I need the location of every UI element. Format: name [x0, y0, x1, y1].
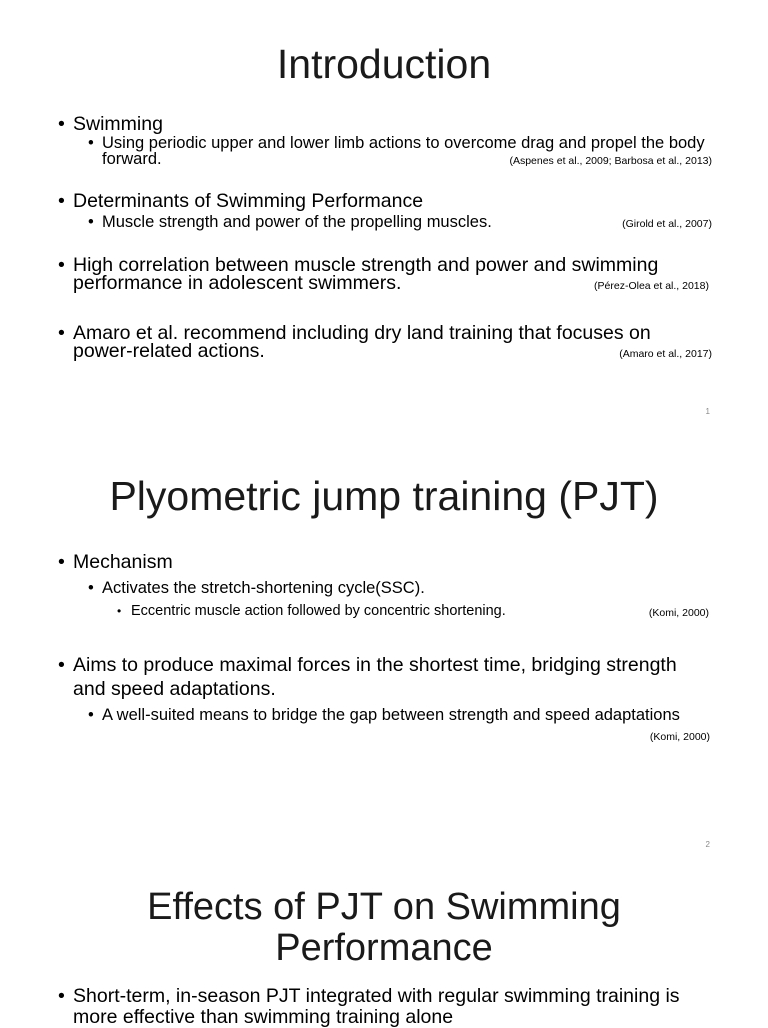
- bullet-icon: •: [58, 985, 65, 1007]
- bullet-text: Mechanism: [73, 551, 173, 573]
- page-number: 1: [705, 407, 710, 416]
- bullet-text: Muscle strength and power of the propelling muscles.: [102, 213, 492, 231]
- citation: (Komi, 2000): [648, 607, 709, 619]
- bullet-text: Activates the stretch-shortening cycle(SSC).: [102, 579, 425, 597]
- slide-title: Plyometric jump training (PJT): [109, 473, 659, 519]
- bullet-icon: •: [117, 604, 122, 618]
- bullet-text: Short-term, in-season PJT integrated with regular swimming training is more effective than swimming training alone: [73, 985, 680, 1028]
- bullet-text: Using periodic upper and lower limb actions to overcome drag and propel the body forward.: [102, 134, 705, 168]
- bullet-text: Aims to produce maximal forces in the shortest time, bridging strength and speed adaptations.: [73, 654, 677, 700]
- bullet-icon: •: [58, 551, 65, 573]
- bullet-icon: •: [58, 254, 65, 276]
- bullet-text: A well-suited means to bridge the gap between strength and speed adaptations: [102, 706, 680, 724]
- bullet-text: Determinants of Swimming Performance: [73, 190, 424, 212]
- bullet-icon: •: [58, 322, 65, 344]
- bullet-text: High correlation between muscle strength and power and swimming performance in adolescent swimmers.: [73, 254, 659, 294]
- citation: (Amaro et al., 2017): [619, 348, 712, 360]
- slide-title: Introduction: [276, 41, 492, 87]
- page-number: 2: [705, 840, 710, 849]
- bullet-text: Eccentric muscle action followed by concentric shortening.: [131, 603, 506, 619]
- citation: (Aspenes et al., 2009; Barbosa et al., 2013): [509, 155, 712, 167]
- citation: (Pérez-Olea et al., 2018): [594, 280, 709, 292]
- bullet-icon: •: [58, 190, 65, 212]
- bullet-short-term: [58, 985, 713, 1028]
- bullet-icon: •: [88, 134, 94, 152]
- bullet-icon: •: [88, 579, 94, 597]
- bullet-icon: •: [88, 213, 94, 231]
- bullet-icon: •: [58, 113, 65, 135]
- bullet-icon: •: [58, 654, 65, 676]
- bullet-text: Swimming: [73, 113, 163, 135]
- citation: (Komi, 2000): [649, 731, 710, 743]
- slide-title: Effects of PJT on Swimming Performance: [147, 886, 621, 969]
- bullet-icon: •: [88, 706, 94, 724]
- bullet-text: Amaro et al. recommend including dry land training that focuses on power-related actions.: [73, 322, 651, 362]
- citation: (Girold et al., 2007): [622, 218, 712, 230]
